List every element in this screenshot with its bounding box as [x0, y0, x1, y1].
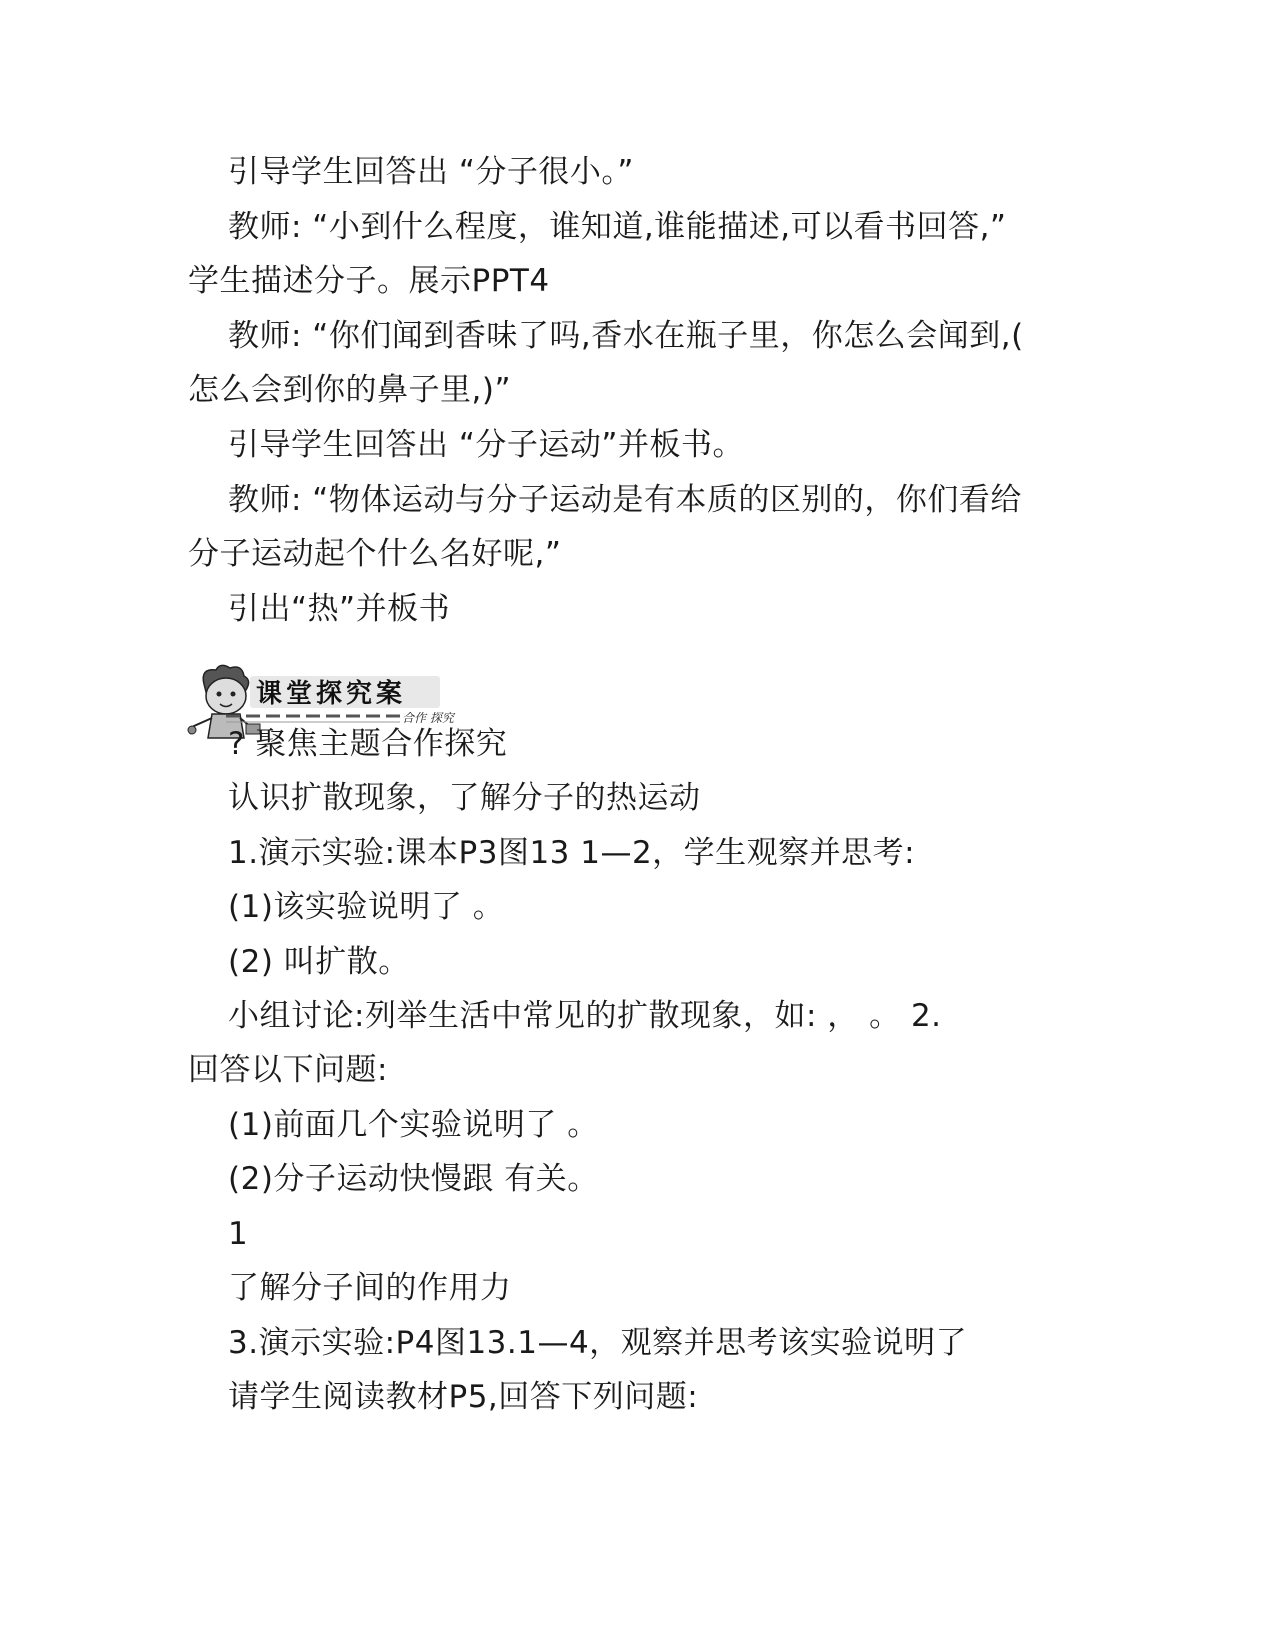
text-line: 小组讨论:列举生活中常见的扩散现象，如: ， 。 2. [228, 998, 942, 1034]
banner-subtitle: 合作 探究 [402, 711, 454, 725]
text-line: 分子运动起个什么名好呢,” [188, 536, 562, 572]
text-line: 认识扩散现象，了解分子的热运动 [228, 780, 701, 816]
text-line: 了解分子间的作用力 [228, 1270, 512, 1306]
text-line: 引导学生回答出 “分子很小。” [228, 154, 634, 190]
text-line: 3.演示实验:P4图13.1—4，观察并思考该实验说明了 [228, 1325, 968, 1361]
text-line: 怎么会到你的鼻子里,)” [188, 372, 512, 408]
text-line: 教师: “小到什么程度，谁知道,谁能描述,可以看书回答,” [228, 209, 1007, 245]
text-line: (1)该实验说明了 。 [228, 889, 505, 925]
text-line: 引出“热”并板书 [228, 591, 451, 627]
text-line: 1.演示实验:课本P3图13 1—2，学生观察并思考: [228, 835, 916, 871]
banner-title: 课堂探究案 [256, 679, 407, 709]
text-line: (2)分子运动快慢跟 有关。 [228, 1161, 599, 1197]
text-line: 请学生阅读教材P5,回答下列问题: [228, 1379, 699, 1415]
text-line: ? 聚焦主题合作探究 [228, 726, 508, 762]
text-line: 回答以下问题: [188, 1052, 388, 1088]
text-line: (1)前面几个实验说明了 。 [228, 1107, 599, 1143]
text-line: 1 [228, 1216, 249, 1252]
text-line: 教师: “物体运动与分子运动是有本质的区别的，你们看给 [228, 482, 1022, 518]
text-line: 学生描述分子。展示PPT4 [188, 263, 550, 299]
text-line: (2) 叫扩散。 [228, 944, 410, 980]
text-line: 引导学生回答出 “分子运动”并板书。 [228, 427, 744, 463]
text-line: 教师: “你们闻到香味了吗,香水在瓶子里，你怎么会闻到,( [228, 318, 1024, 354]
